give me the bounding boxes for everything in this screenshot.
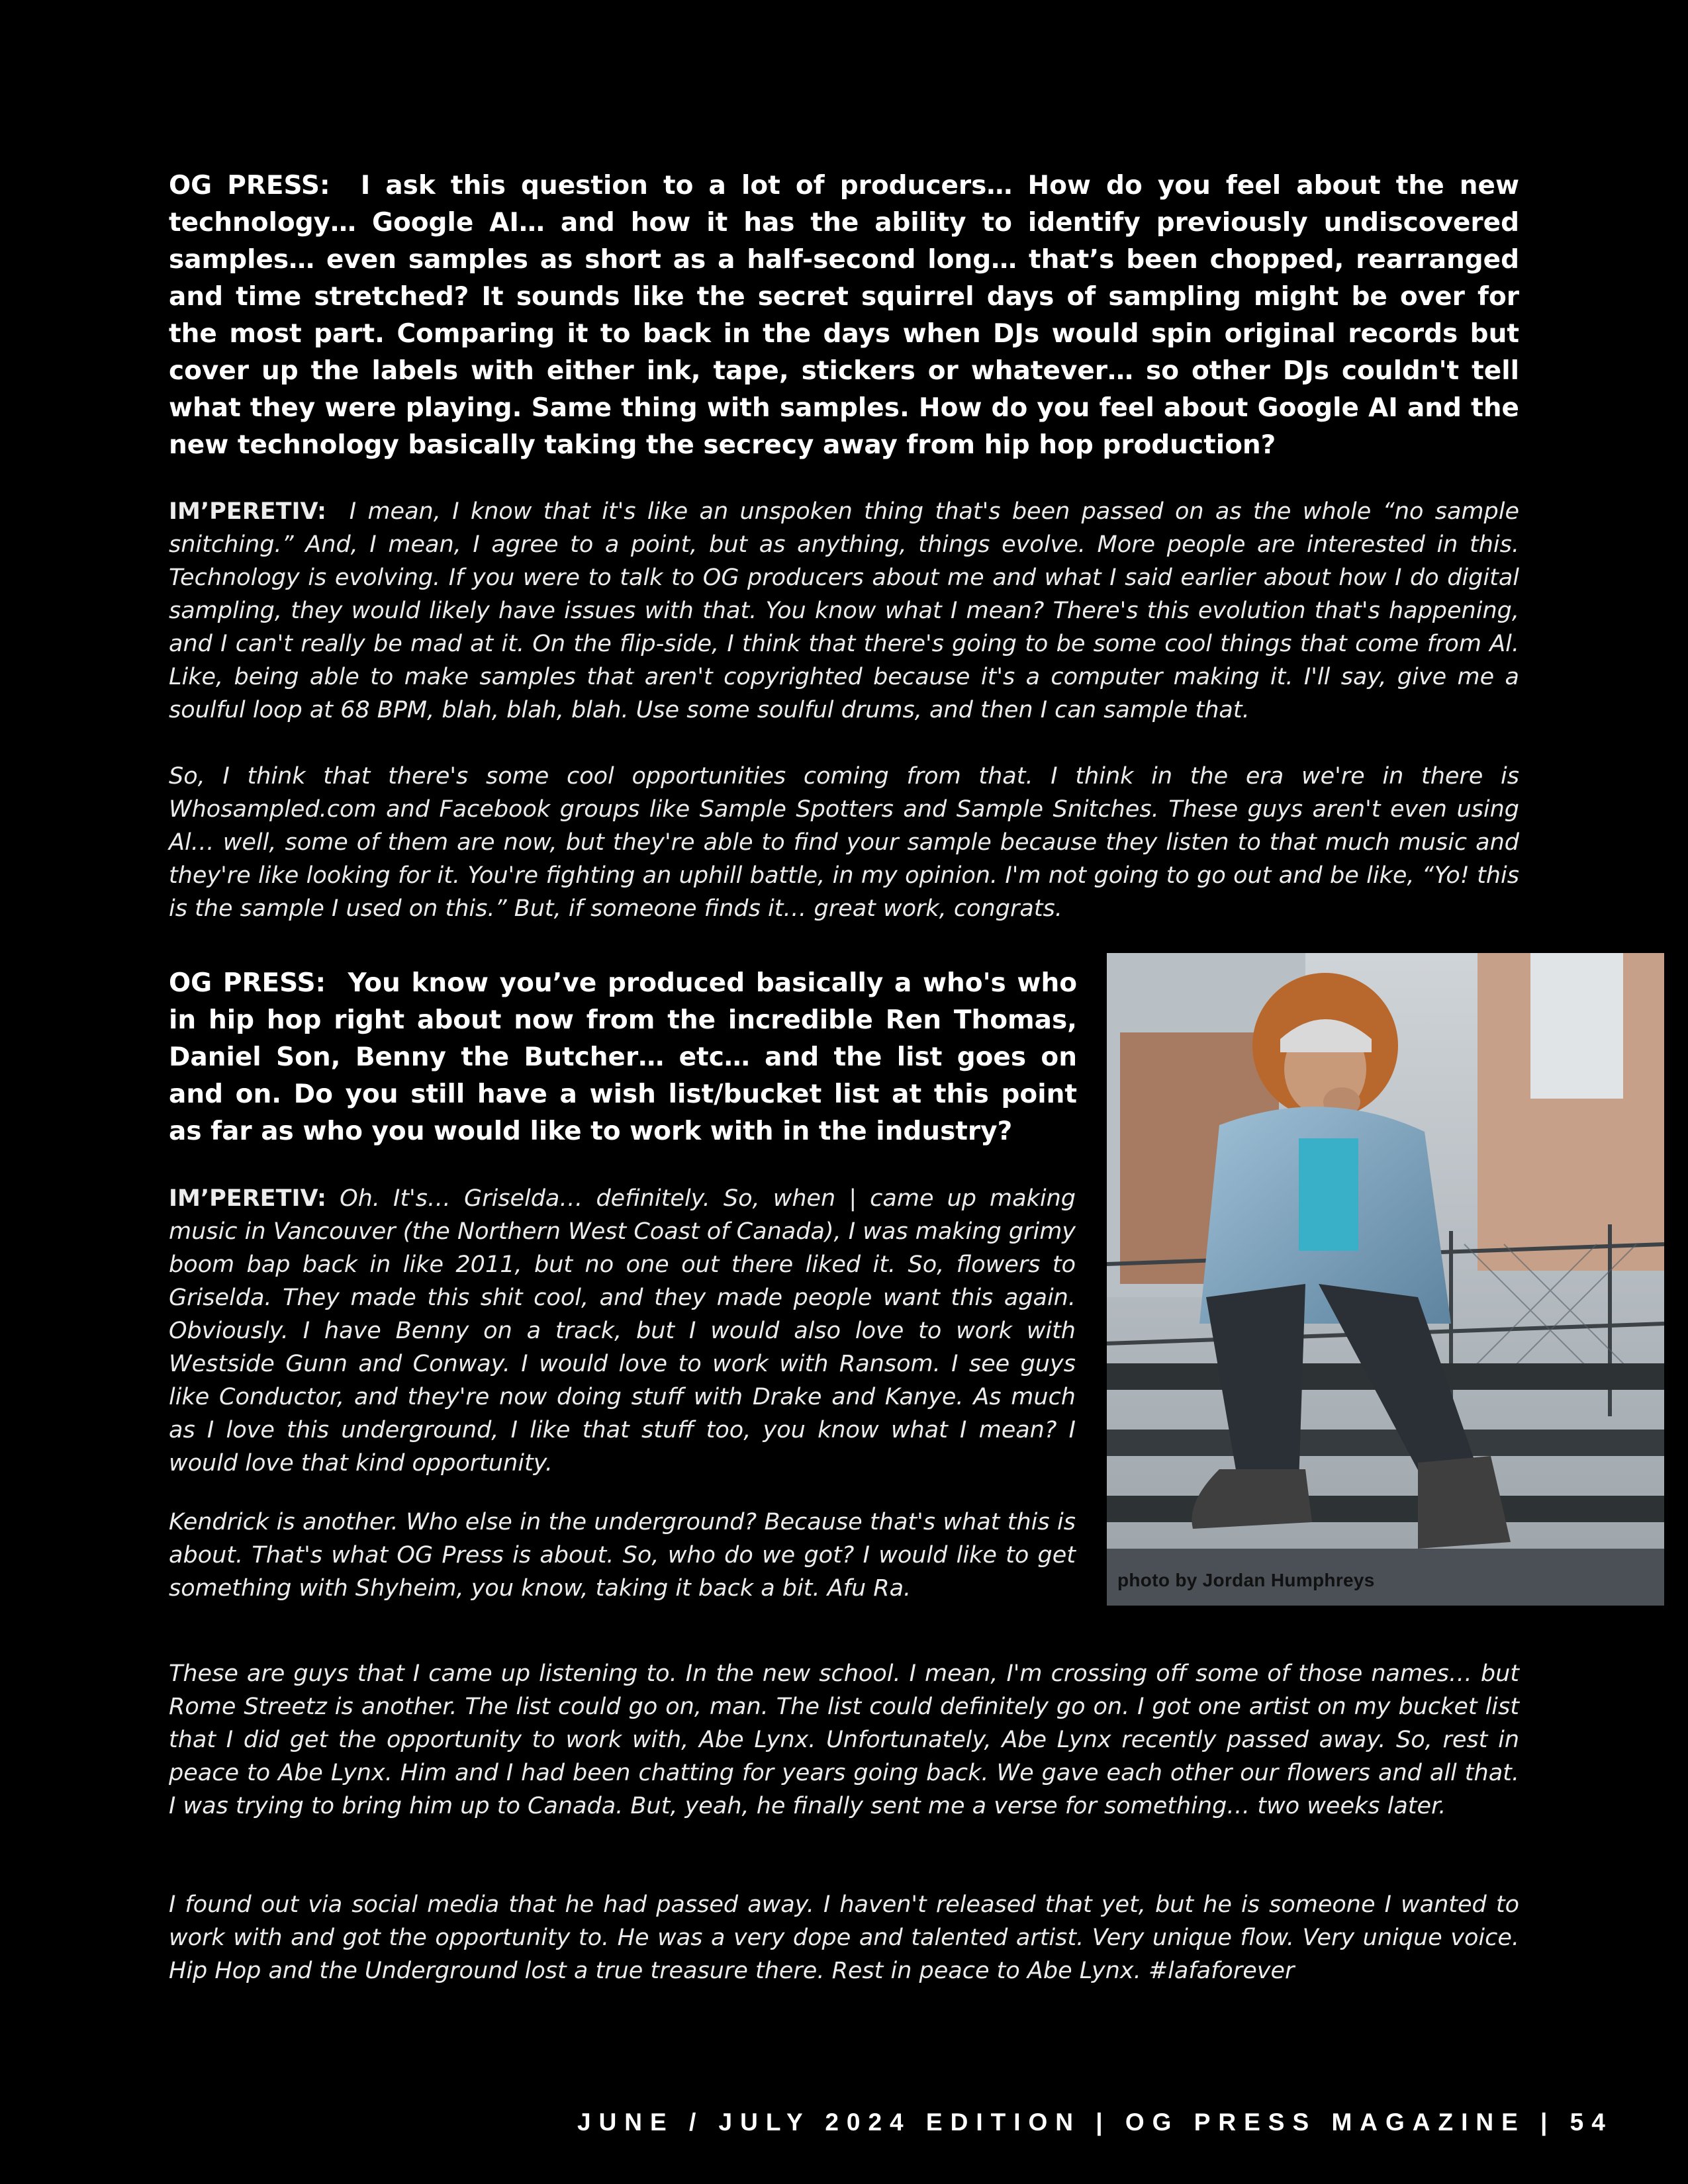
answer-2-paragraph-4: I found out via social media that he had passed away. I haven't released that yet, but he is someone I wanted to work with and got the opportunity to. He was a very dope and talented artist. Very unique flow. Very unique voice. Hip Hop and the Underground lost a true treasure there. Rest in peace to Abe Lynx. #lafaforever: [169, 1891, 1519, 1984]
answer-speaker: IM’PERETIV:: [169, 498, 326, 525]
question-speaker: OG PRESS:: [169, 968, 326, 998]
question-speaker: OG PRESS:: [169, 171, 330, 201]
question-2: [169, 965, 1077, 1150]
answer-2-paragraph-3: These are guys that I came up listening to. In the new school. I mean, I'm crossing off some of those names… but Rome Streetz is another. The list could go on, man. The list could definitely go on. I got one artist on my bucket list that I did get the opportunity to work with, Abe Lynx. Unfortunately, Abe Lynx recently passed away. So, rest in peace to Abe Lynx. Him and I had been chatting for years going back. We gave each other our flowers and all that. I was trying to bring him up to Canada. But, yeah, he finally sent me a verse for something… two weeks later.: [169, 1661, 1519, 1819]
photo-credit: photo by Jordan Humphreys: [1117, 1570, 1375, 1590]
question-text: You know you’ve produced basically a who's who in hip hop right about now from the incredible Ren Thomas, Daniel Son, Benny the Butcher… etc… and the list goes on and on. Do you still have a wish list/bucket list at this point as far as who you would like to work with in the industry?: [169, 968, 1078, 1146]
answer-text: I mean, I know that it's like an unspoken thing that's been passed on as the whole “no sample snitching.” And, I mean, I agree to a point, but as anything, things evolve. More people are interested in this. Technology is evolving. If you were to talk to OG producers about me and what I said earlier about how I do digital sampling, they would likely have issues with that. You know what I mean? There's this evolution that's happening, and I can't really be mad at it. On the flip-side, I think that there's going to be some cool things that come from Al. Like, being able to make samples that aren't copyrighted because it's a computer making it. I'll say, give me a soulful loop at 68 BPM, blah, blah, blah. Use some soulful drums, and then I can sample that.: [169, 498, 1519, 723]
answer-text: Oh. It's… Griselda… definitely. So, when | came up making music in Vancouver (the Northern West Coast of Canada), I was making grimy boom bap back in like 2011, but no one out there liked it. So, flowers to Griselda. They made this shit cool, and they made people want this again. Obviously. I have Benny on a track, but I would also love to work with Westside Gunn and Conway. I would love to work with Ransom. I see guys like Conductor, and they're now doing stuff with Drake and Kanye. As much as I love this underground, I like that stuff too, you know what I mean? I would love that kind opportunity.: [169, 1185, 1076, 1477]
answer-1-paragraph-2: So, I think that there's some cool opportunities coming from that. I think in the era we're in there is Whosampled.com and Facebook groups like Sample Spotters and Sample Snitches. These guys aren't even using Al… well, some of them are now, but they're able to find your sample because they listen to that much music and they're like looking for it. You're fighting an uphill battle, in my opinion. I'm not going to go out and be like, “Yo! this is the sample I used on this.” But, if someone finds it… great work, congrats.: [169, 763, 1519, 922]
artist-photo-illustration: [1107, 953, 1664, 1606]
answer-2-paragraph-1: [169, 1182, 1076, 1480]
answer-2-paragraph-2: Kendrick is another. Who else in the underground? Because that's what this is about. That's what OG Press is about. So, who do we got? I would like to get something with Shyheim, you know, taking it back a bit. Afu Ra.: [169, 1509, 1076, 1602]
artist-photo: [1107, 953, 1664, 1606]
question-1: [169, 167, 1519, 464]
answer-1-paragraph-1: [169, 495, 1519, 727]
answer-speaker: IM’PERETIV:: [169, 1185, 326, 1212]
question-text: I ask this question to a lot of producers… How do you feel about the new technology… Google AI… and how it has the ability to identify previously undiscovered samples… even samples as short as a half-second long… that’s been chopped, rearranged and time stretched? It sounds like the secret squirrel days of sampling might be over for the most part. Comparing it to back in the days when DJs would spin original records but cover up the labels with either ink, tape, stickers or whatever… so other DJs couldn't tell what they were playing. Same thing with samples. How do you feel about Google AI and the new technology basically taking the secrecy away from hip hop production?: [169, 171, 1519, 460]
page-footer: JUNE / JULY 2024 EDITION | OG PRESS MAGAZINE | 54: [577, 2109, 1613, 2136]
